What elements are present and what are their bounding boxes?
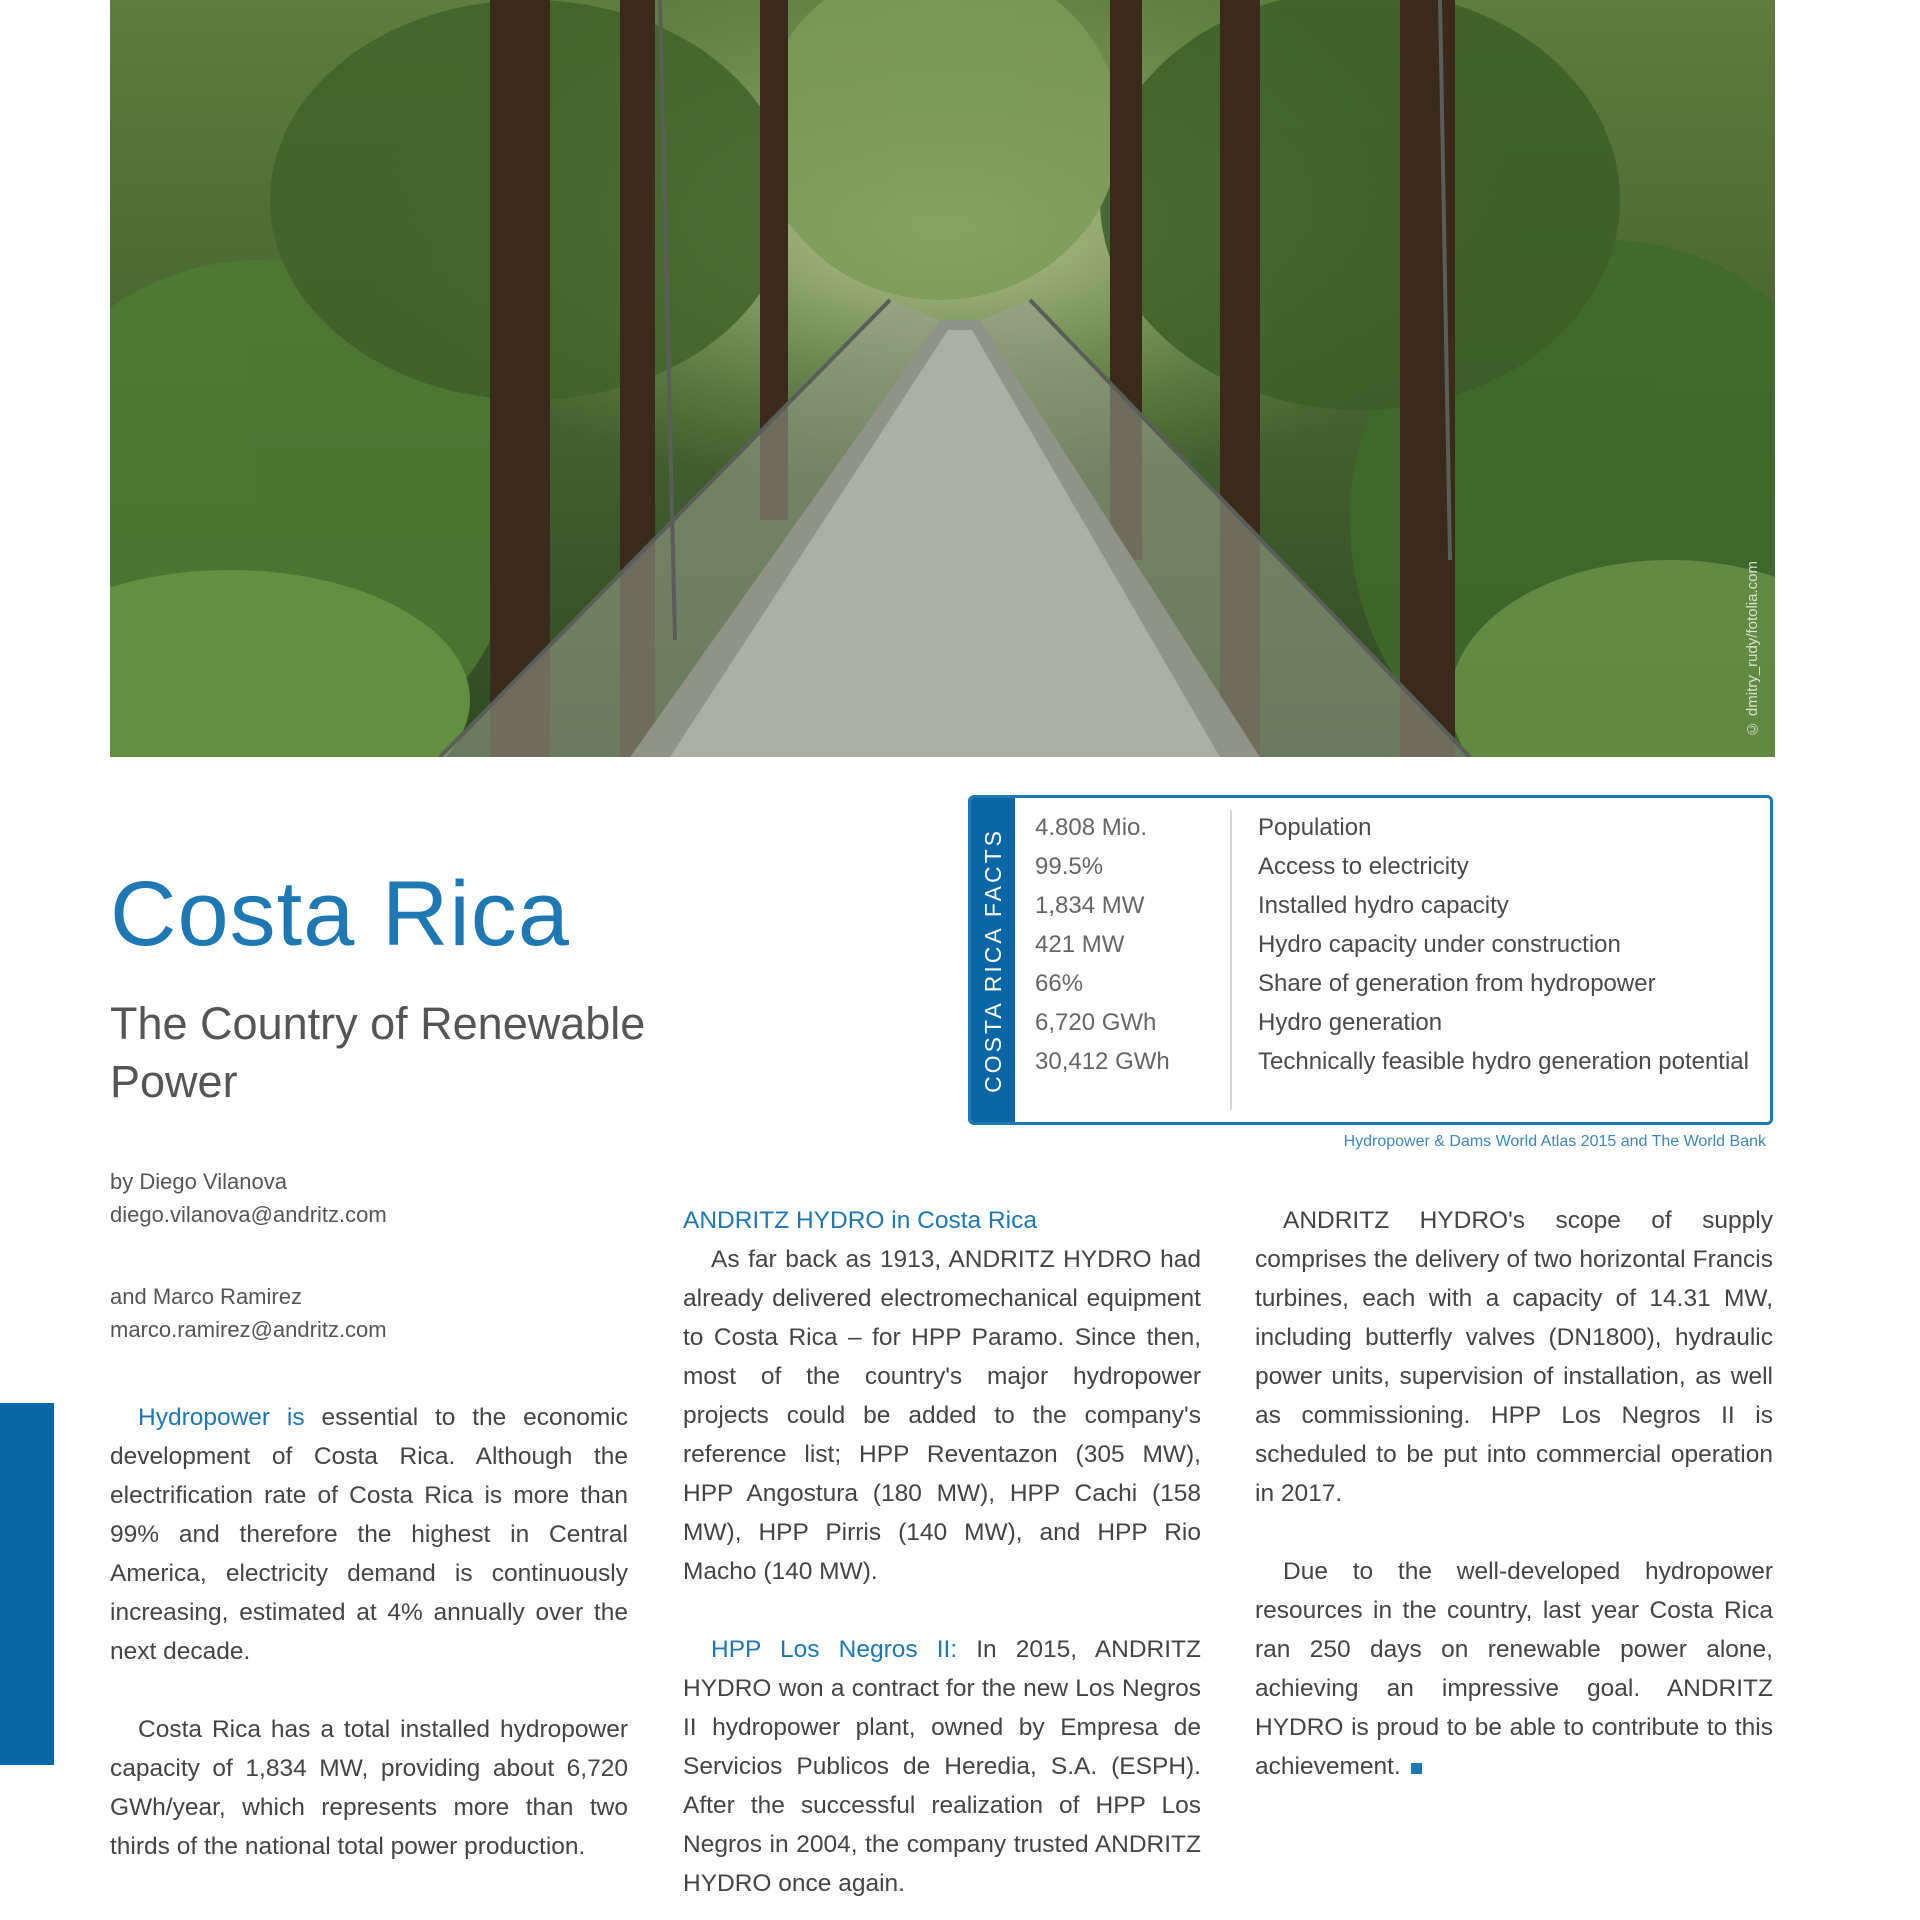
paragraph: As far back as 1913, ANDRITZ HYDRO had already delivered electromechanical equipment to Costa Rica – for HPP Paramo. Since then, most of the country's major hydropower projects could be added to the company's reference list; HPP Reventazon (305 MW), HPP Angostura (180 MW), HPP Cachi (158 MW), HPP Pirris (140 MW), and HPP Rio Macho (140 MW). — [683, 1246, 1201, 1585]
fact-row — [1035, 925, 1760, 964]
fact-value: 30,412 GWh — [1035, 1048, 1170, 1075]
paragraph: ANDRITZ HYDRO's scope of supply comprises the delivery of two horizontal Francis turbines, each with a capacity of 14.31 MW, including butterfly valves (DN1800), hydraulic power units, supervision of installation, as well as commissioning. HPP Los Negros II is scheduled to be put into commercial operation in 2017. — [1255, 1207, 1773, 1507]
facts-box — [968, 795, 1773, 1125]
column-2 — [683, 1201, 1201, 1920]
header-photo — [110, 0, 1775, 757]
fact-row — [1035, 1042, 1760, 1081]
fact-value: 421 MW — [1035, 931, 1125, 958]
author-1 — [110, 1165, 387, 1231]
paragraph-lead: Hydropower is — [138, 1404, 305, 1431]
author-1-line: by Diego Vilanova — [110, 1169, 287, 1194]
rainforest-bridge-illustration — [110, 0, 1775, 757]
paragraph — [683, 1630, 1201, 1903]
fact-label: Hydro generation — [1258, 1009, 1443, 1036]
fact-row — [1035, 808, 1760, 847]
fact-label: Access to electricity — [1258, 853, 1469, 880]
paragraph-lead: HPP Los Negros II: — [711, 1636, 958, 1663]
page-edge-bar — [0, 1403, 54, 1765]
author-2-line: and Marco Ramirez — [110, 1284, 302, 1309]
photo-credit: © dmitry_rudy/fotolia.com — [1744, 560, 1761, 737]
article-subtitle: The Country of Renewable Power — [110, 998, 646, 1107]
fact-value: 1,834 MW — [1035, 892, 1145, 919]
fact-value: 4.808 Mio. — [1035, 814, 1148, 841]
facts-source: Hydropower & Dams World Atlas 2015 and The World Bank — [1343, 1133, 1766, 1150]
end-of-article-icon — [1411, 1763, 1422, 1774]
author-2-email[interactable]: marco.ramirez@andritz.com — [110, 1317, 387, 1342]
section-heading: ANDRITZ HYDRO in Costa Rica — [683, 1207, 1037, 1234]
fact-value: 66% — [1035, 970, 1084, 997]
column-1 — [110, 1398, 628, 1920]
fact-value: 6,720 GWh — [1035, 1009, 1157, 1036]
facts-tab — [971, 798, 1015, 1122]
column-3 — [1255, 1201, 1773, 1825]
paragraph-text: essential to the economic development of Costa Rica. Although the electrification rate of Costa Rica is more than 99% and therefore the highest in Central America, electricity demand is continuously increasing, estimated at 4% annually over the next decade. — [110, 1404, 628, 1665]
fact-label: Technically feasible hydro generation potential — [1258, 1048, 1749, 1075]
author-2 — [110, 1280, 387, 1346]
fact-row — [1035, 886, 1760, 925]
paragraph-text: Due to the well-developed hydropower resources in the country, last year Costa Rica ran 250 days on renewable power alone, achieving an impressive goal. ANDRITZ HYDRO is proud to be able to contribute to this achievement. — [1255, 1558, 1773, 1780]
fact-label: Installed hydro capacity — [1258, 892, 1509, 919]
fact-row — [1035, 847, 1760, 886]
paragraph: Costa Rica has a total installed hydropower capacity of 1,834 MW, providing about 6,720 GWh/year, which represents more than two thirds of the national total power production. — [110, 1716, 628, 1860]
fact-label: Population — [1258, 814, 1372, 841]
paragraph — [1255, 1552, 1773, 1786]
fact-row — [1035, 1003, 1760, 1042]
facts-tab-label: COSTA RICA FACTS — [979, 827, 1006, 1093]
fact-value: 99.5% — [1035, 853, 1104, 880]
article-title: Costa Rica — [110, 863, 570, 965]
fact-row — [1035, 964, 1760, 1003]
paragraph-text: In 2015, ANDRITZ HYDRO won a contract for the new Los Negros II hydropower plant, owned by Empresa de Servicios Publicos de Heredia, S.A. (ESPH). After the successful realization of HPP Los Negros in 2004, the company trusted ANDRITZ HYDRO once again. — [683, 1636, 1201, 1897]
fact-label: Hydro capacity under construction — [1258, 931, 1621, 958]
fact-label: Share of generation from hydropower — [1258, 970, 1656, 997]
author-1-email[interactable]: diego.vilanova@andritz.com — [110, 1202, 387, 1227]
paragraph — [110, 1398, 628, 1671]
facts-list — [1035, 808, 1760, 1081]
